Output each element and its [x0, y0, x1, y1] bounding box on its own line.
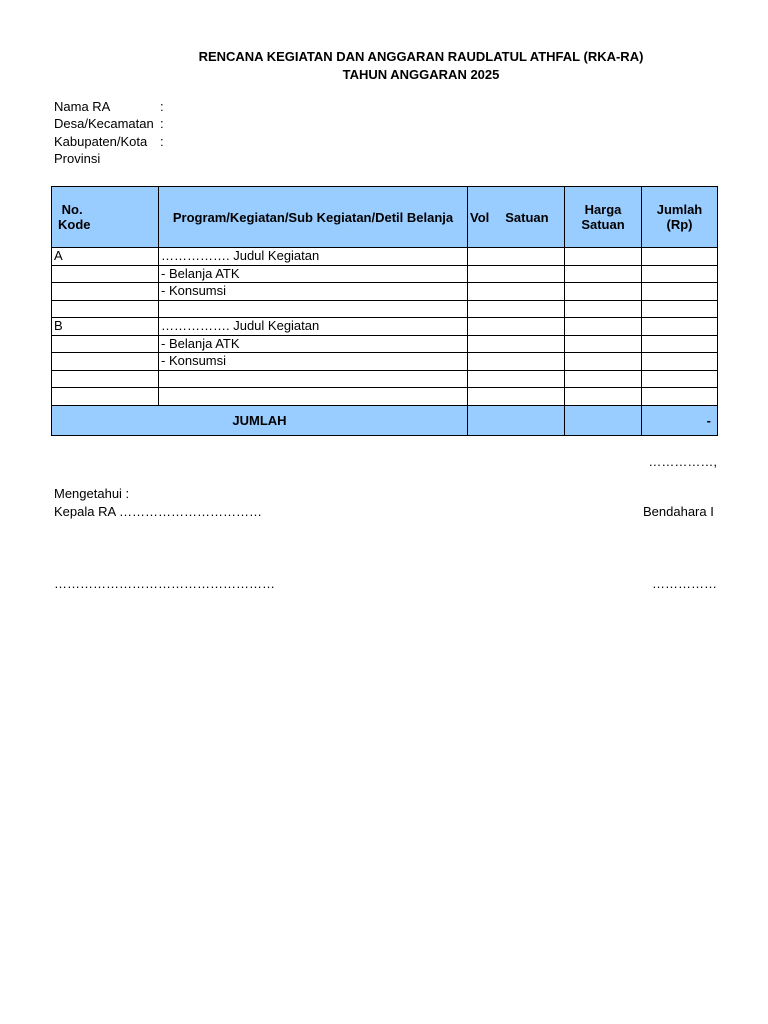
- header-harga-label: Harga: [584, 202, 622, 217]
- cell-program: [159, 388, 468, 406]
- header-harga-satuan: [565, 187, 642, 248]
- cell-vol-satuan: [468, 283, 565, 301]
- cell-program: - Konsumsi: [159, 283, 468, 301]
- cell-kode: [52, 335, 159, 353]
- cell-vol-satuan: [468, 353, 565, 371]
- cell-vol-satuan: [468, 318, 565, 336]
- table-row: [52, 335, 718, 353]
- cell-harga: [565, 283, 642, 301]
- document-title: RENCANA KEGIATAN DAN ANGGARAN RAUDLATUL ATHFAL (RKA-RA): [198, 49, 644, 64]
- header-no-kode: [52, 187, 159, 248]
- total-vol-satuan: [468, 405, 565, 435]
- cell-jumlah: [642, 335, 718, 353]
- cell-vol-satuan: [468, 300, 565, 318]
- bendahara-signature-line: ……………: [652, 576, 717, 591]
- cell-jumlah: [642, 388, 718, 406]
- cell-kode: [52, 388, 159, 406]
- header-jumlah-label: Jumlah: [656, 202, 703, 217]
- cell-jumlah: [642, 370, 718, 388]
- header-kode-label: Kode: [58, 217, 91, 232]
- cell-kode: [52, 370, 159, 388]
- cell-harga: [565, 335, 642, 353]
- cell-kode: [52, 353, 159, 371]
- table-row: [52, 370, 718, 388]
- document-subtitle: TAHUN ANGGARAN 2025: [342, 67, 500, 82]
- cell-kode: [52, 265, 159, 283]
- identity-label: Kabupaten/Kota: [54, 133, 148, 149]
- identity-colon: :: [160, 133, 164, 149]
- cell-kode: [52, 300, 159, 318]
- cell-jumlah: [642, 300, 718, 318]
- cell-kode: A: [52, 248, 159, 266]
- total-label: JUMLAH: [52, 405, 468, 435]
- cell-program: ……………. Judul Kegiatan: [159, 318, 468, 336]
- cell-harga: [565, 388, 642, 406]
- cell-vol-satuan: [468, 388, 565, 406]
- cell-program: [159, 300, 468, 318]
- header-vol-label: Vol: [470, 209, 490, 225]
- budget-table: [51, 186, 718, 436]
- identity-nama-ra: [54, 98, 164, 115]
- cell-harga: [565, 248, 642, 266]
- header-jumlah: [642, 187, 718, 248]
- bendahara-label: Bendahara I: [643, 504, 714, 519]
- cell-vol-satuan: [468, 370, 565, 388]
- table-row: [52, 388, 718, 406]
- cell-jumlah: [642, 283, 718, 301]
- cell-kode: [52, 283, 159, 301]
- header-no-label: No.: [61, 202, 83, 217]
- table-row: [52, 300, 718, 318]
- total-value: -: [642, 405, 718, 435]
- cell-jumlah: [642, 248, 718, 266]
- cell-program: - Belanja ATK: [159, 265, 468, 283]
- header-program: Program/Kegiatan/Sub Kegiatan/Detil Belanja: [159, 187, 468, 248]
- identity-kabupaten-kota: [54, 133, 164, 150]
- place-date: ……………,: [648, 454, 717, 469]
- table-row: [52, 318, 718, 336]
- identity-label: Nama RA: [54, 99, 111, 114]
- kepala-signature-line: ……………………………………………: [54, 576, 275, 591]
- cell-vol-satuan: [468, 248, 565, 266]
- cell-kode: B: [52, 318, 159, 336]
- cell-jumlah: [642, 318, 718, 336]
- table-header-row: [52, 187, 718, 248]
- header-rp-label: (Rp): [666, 217, 693, 232]
- cell-program: - Konsumsi: [159, 353, 468, 371]
- table-row: [52, 283, 718, 301]
- cell-harga: [565, 300, 642, 318]
- header-satuan-label: Satuan: [505, 209, 549, 225]
- cell-vol-satuan: [468, 265, 565, 283]
- identity-colon: :: [160, 116, 164, 132]
- identity-desa-kecamatan: [54, 115, 164, 132]
- table-total-row: [52, 405, 718, 435]
- table-row: [52, 265, 718, 283]
- total-harga: [565, 405, 642, 435]
- cell-harga: [565, 265, 642, 283]
- table-row: [52, 353, 718, 371]
- table-row: [52, 248, 718, 266]
- cell-program: ……………. Judul Kegiatan: [159, 248, 468, 266]
- kepala-ra-label: Kepala RA ……………………………: [54, 504, 263, 519]
- cell-harga: [565, 318, 642, 336]
- cell-harga: [565, 353, 642, 371]
- cell-vol-satuan: [468, 335, 565, 353]
- cell-program: [159, 370, 468, 388]
- header-harga-satuan-label: Satuan: [581, 217, 625, 232]
- cell-program: - Belanja ATK: [159, 335, 468, 353]
- cell-harga: [565, 370, 642, 388]
- identity-provinsi: [54, 150, 154, 167]
- cell-jumlah: [642, 265, 718, 283]
- identity-label: Desa/Kecamatan: [54, 116, 154, 132]
- identity-label: Provinsi: [54, 150, 101, 166]
- header-vol-satuan: [468, 187, 565, 248]
- identity-colon: :: [160, 99, 164, 114]
- cell-jumlah: [642, 353, 718, 371]
- mengetahui-label: Mengetahui :: [54, 486, 130, 501]
- identity-block: [54, 98, 164, 167]
